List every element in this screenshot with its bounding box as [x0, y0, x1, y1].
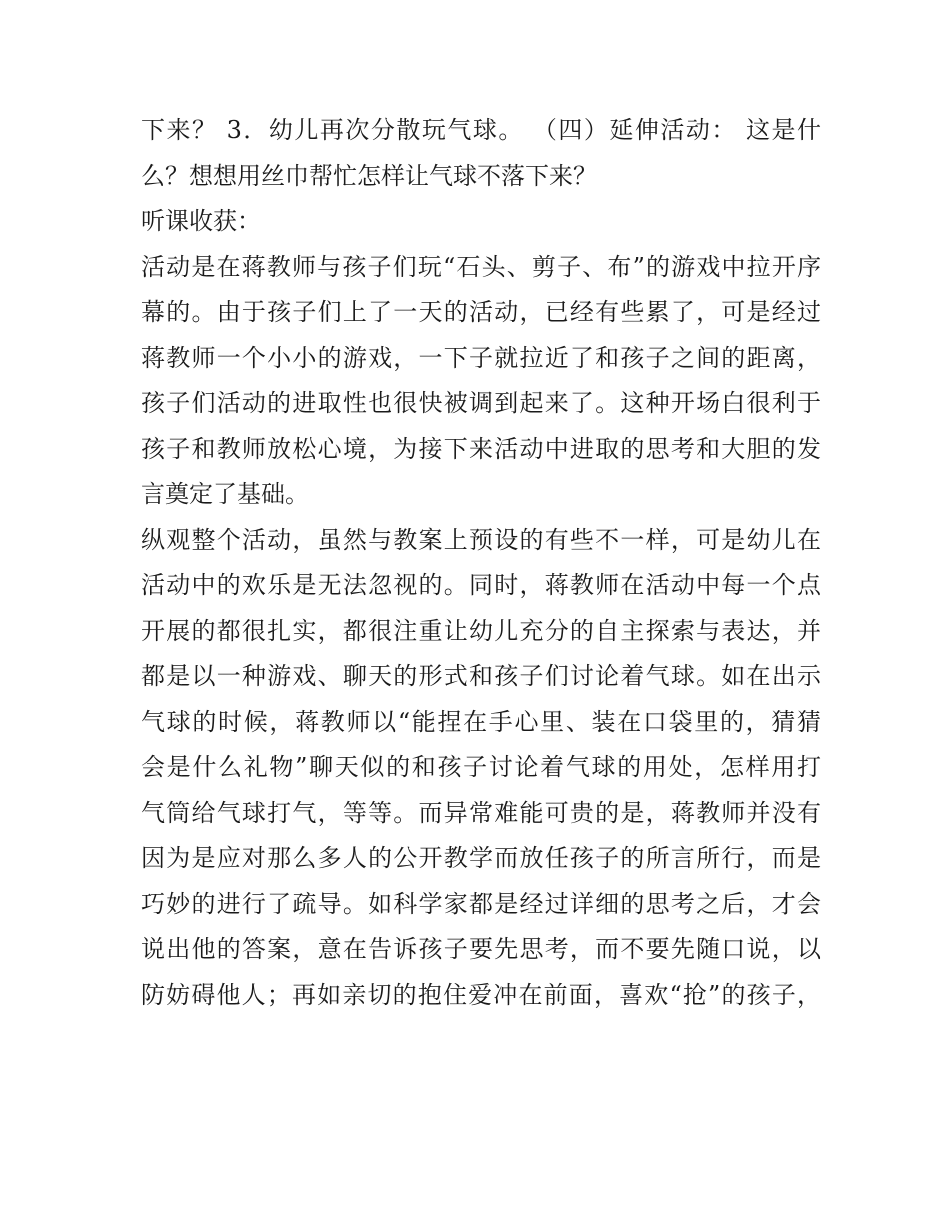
text-line: 言奠定了基础。 — [141, 480, 309, 508]
text-line: 孩子和教师放松心境，为接下来活动中进取的思考和大胆的发 — [141, 434, 821, 463]
text-line: 会是什么礼物”聊天似的和孩子讨论着气球的用处，怎样用打 — [141, 753, 821, 781]
text-line: 都是以一种游戏、聊天的形式和孩子们讨论着气球。如在出示 — [141, 662, 821, 690]
text-line: 活动中的欢乐是无法忽视的。同时，蒋教师在活动中每一个点 — [141, 571, 821, 599]
text-line: 巧妙的进行了疏导。如科学家都是经过详细的思考之后，才会 — [141, 889, 821, 918]
text-line: 纵观整个活动，虽然与教案上预设的有些不一样，可是幼儿在 — [141, 525, 821, 554]
text-line: 防妨碍他人；再如亲切的抱住爱冲在前面，喜欢“抢”的孩子， — [141, 980, 821, 1009]
text-line: 活动是在蒋教师与孩子们玩“石头、剪子、布”的游戏中拉开序 — [141, 252, 821, 281]
text-line: 蒋教师一个小小的游戏，一下子就拉近了和孩子之间的距离， — [141, 343, 821, 372]
text-line: 孩子们活动的进取性也很快被调到起来了。这种开场白很利于 — [141, 389, 821, 417]
text-line: 开展的都很扎实，都很注重让幼儿充分的自主探索与表达，并 — [141, 616, 821, 645]
text-line: 听课收获： — [141, 207, 261, 235]
text-line: 幕的。由于孩子们上了一天的活动，已经有些累了，可是经过 — [141, 298, 821, 326]
text-line: 气筒给气球打气，等等。而异常难能可贵的是，蒋教师并没有 — [141, 798, 821, 827]
text-line: 因为是应对那么多人的公开教学而放任孩子的所言所行，而是 — [141, 844, 821, 872]
text-line: 下来？ 3．幼儿再次分散玩气球。 （四）延伸活动： 这是什 — [141, 116, 821, 144]
body-text — [141, 108, 821, 1018]
text-line: 说出他的答案，意在告诉孩子要先思考，而不要先随口说，以 — [141, 935, 821, 963]
text-line: 气球的时候，蒋教师以“能捏在手心里、装在口袋里的，猜猜 — [141, 707, 821, 736]
text-line: 么？想想用丝巾帮忙怎样让气球不落下来？ — [141, 161, 597, 190]
